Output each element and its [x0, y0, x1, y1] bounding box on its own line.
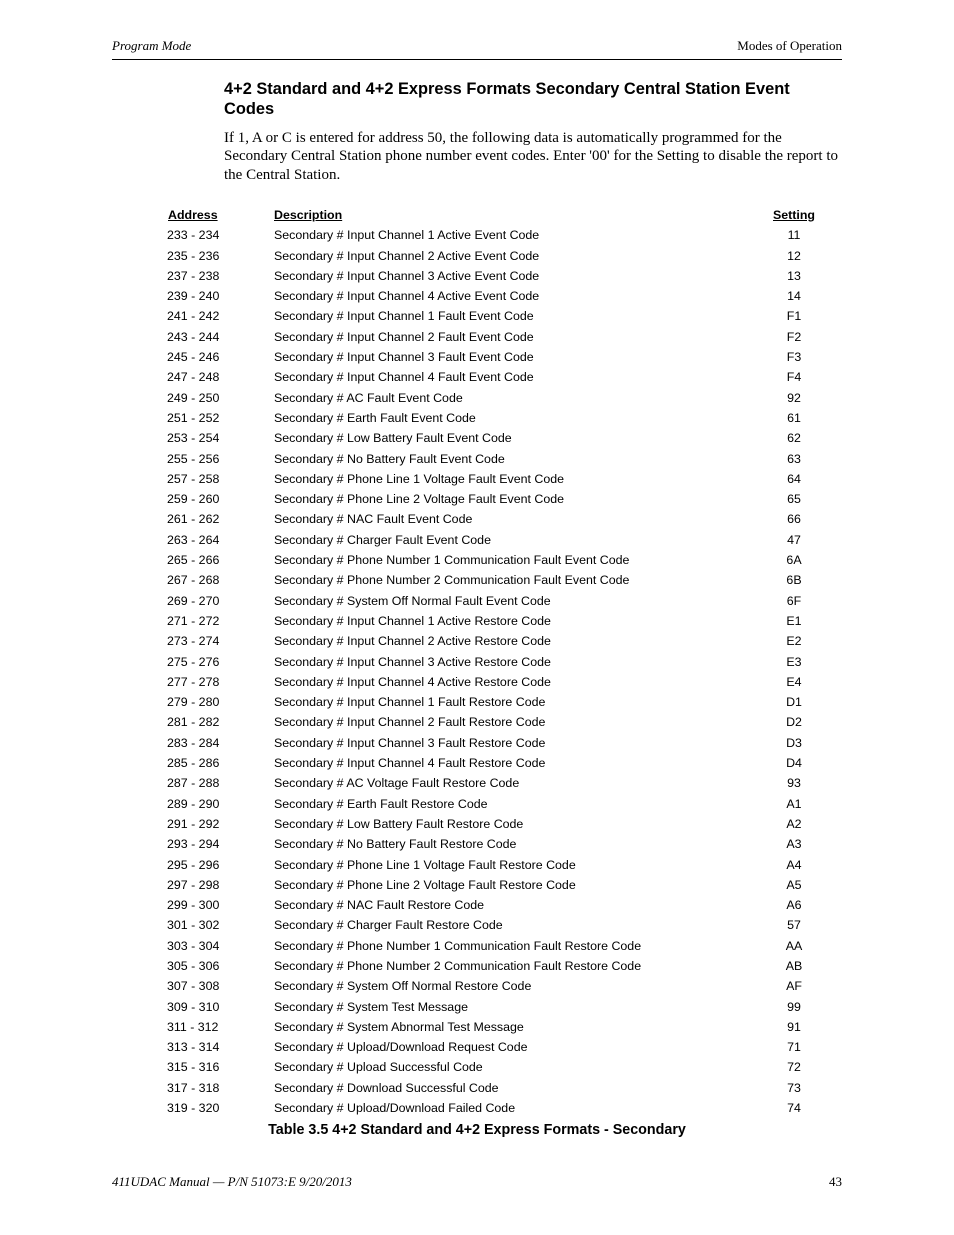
table-row: [0, 509, 954, 529]
table-row: [0, 428, 954, 448]
description-cell: Secondary # Input Channel 1 Fault Restore Code: [274, 695, 546, 710]
table-row: [0, 327, 954, 347]
address-cell: 253 - 254: [167, 431, 220, 446]
address-cell: 299 - 300: [167, 898, 220, 913]
setting-cell: F4: [786, 370, 802, 385]
description-cell: Secondary # Input Channel 3 Active Event Code: [274, 268, 540, 283]
description-cell: Secondary # Earth Fault Restore Code: [274, 796, 488, 811]
table-row: [0, 915, 954, 935]
setting-cell: 92: [787, 390, 801, 405]
address-cell: 263 - 264: [167, 532, 220, 547]
page-number: 43: [829, 1174, 842, 1189]
table-row: [0, 712, 954, 732]
description-cell: Secondary # Phone Line 1 Voltage Fault Restore Code: [274, 857, 576, 872]
address-cell: 259 - 260: [167, 492, 220, 507]
address-cell: 265 - 266: [167, 553, 220, 568]
column-header-setting: Setting: [773, 208, 815, 222]
description-cell: Secondary # Charger Fault Restore Code: [274, 918, 503, 933]
table-row: [0, 733, 954, 753]
address-cell: 283 - 284: [167, 735, 220, 750]
address-cell: 243 - 244: [167, 329, 220, 344]
description-cell: Secondary # Input Channel 3 Active Restore Code: [274, 654, 551, 669]
setting-cell: 57: [787, 918, 801, 933]
address-cell: 269 - 270: [167, 593, 220, 608]
address-cell: 275 - 276: [167, 654, 220, 669]
table-row: [0, 834, 954, 854]
setting-cell: 91: [787, 1019, 801, 1034]
setting-cell: A5: [786, 877, 802, 892]
address-cell: 301 - 302: [167, 918, 220, 933]
table-row: [0, 976, 954, 996]
page-header: [112, 38, 842, 60]
setting-cell: 13: [787, 268, 801, 283]
address-cell: 291 - 292: [167, 816, 220, 831]
table-row: [0, 246, 954, 266]
table-row: [0, 753, 954, 773]
table-row: [0, 855, 954, 875]
intro-paragraph: If 1, A or C is entered for address 50, the following data is automatically programmed for the Secondary Central Station phone number event codes. Enter '00' for the Setting to disable the report to the Central Station.: [224, 130, 838, 183]
description-cell: Secondary # Phone Number 2 Communication Fault Restore Code: [274, 958, 642, 973]
table-row: [0, 895, 954, 915]
description-cell: Secondary # Download Successful Code: [274, 1080, 499, 1095]
address-cell: 239 - 240: [167, 289, 220, 304]
table-row: [0, 570, 954, 590]
table-row: [0, 530, 954, 550]
address-cell: 295 - 296: [167, 857, 220, 872]
table-row: [0, 408, 954, 428]
description-cell: Secondary # Low Battery Fault Event Code: [274, 431, 512, 446]
address-cell: 303 - 304: [167, 938, 220, 953]
setting-cell: 99: [787, 999, 801, 1014]
setting-cell: A6: [786, 898, 802, 913]
description-cell: Secondary # AC Fault Event Code: [274, 390, 463, 405]
address-cell: 297 - 298: [167, 877, 220, 892]
table-row: [0, 347, 954, 367]
table-row: [0, 692, 954, 712]
address-cell: 277 - 278: [167, 674, 220, 689]
address-cell: 313 - 314: [167, 1040, 220, 1055]
address-cell: 245 - 246: [167, 350, 220, 365]
setting-cell: A3: [786, 837, 802, 852]
address-cell: 257 - 258: [167, 471, 220, 486]
table-row: [0, 1017, 954, 1037]
address-cell: 247 - 248: [167, 370, 220, 385]
description-cell: Secondary # System Test Message: [274, 999, 468, 1014]
description-cell: Secondary # System Abnormal Test Message: [274, 1019, 524, 1034]
setting-cell: 61: [787, 410, 801, 425]
setting-cell: 6B: [786, 573, 802, 588]
table-row: [0, 611, 954, 631]
table-row: [0, 469, 954, 489]
address-cell: 241 - 242: [167, 309, 220, 324]
table-body: [0, 225, 954, 1118]
header-chapter-title: Program Mode: [112, 38, 192, 53]
table-row: [0, 388, 954, 408]
setting-cell: F3: [786, 350, 802, 365]
setting-cell: 72: [787, 1060, 801, 1075]
address-cell: 249 - 250: [167, 390, 220, 405]
table-row: [0, 875, 954, 895]
description-cell: Secondary # Input Channel 1 Fault Event Code: [274, 309, 534, 324]
address-cell: 281 - 282: [167, 715, 220, 730]
address-cell: 311 - 312: [167, 1019, 219, 1034]
description-cell: Secondary # System Off Normal Fault Event Code: [274, 593, 551, 608]
setting-cell: 64: [787, 471, 801, 486]
table-row: [0, 449, 954, 469]
setting-cell: E1: [786, 613, 802, 628]
setting-cell: D4: [786, 756, 802, 771]
description-cell: Secondary # Input Channel 1 Active Event Code: [274, 228, 540, 243]
header-section-title: Modes of Operation: [737, 38, 842, 53]
event-codes-table: [0, 205, 954, 1118]
setting-cell: A2: [786, 816, 802, 831]
setting-cell: D3: [786, 735, 802, 750]
table-row: [0, 367, 954, 387]
table-row: [0, 1037, 954, 1057]
description-cell: Secondary # NAC Fault Event Code: [274, 512, 473, 527]
description-cell: Secondary # Phone Line 2 Voltage Fault Event Code: [274, 492, 565, 507]
table-row: [0, 794, 954, 814]
setting-cell: 74: [787, 1101, 801, 1116]
table-row: [0, 956, 954, 976]
address-cell: 267 - 268: [167, 573, 220, 588]
table-row: [0, 266, 954, 286]
description-cell: Secondary # Phone Number 2 Communication Fault Event Code: [274, 573, 630, 588]
setting-cell: D1: [786, 695, 802, 710]
footer-manual-info: 411UDAC Manual — P/N 51073:E 9/20/2013: [112, 1174, 352, 1189]
address-cell: 235 - 236: [167, 248, 220, 263]
description-cell: Secondary # Input Channel 4 Active Event Code: [274, 289, 540, 304]
description-cell: Secondary # Low Battery Fault Restore Code: [274, 816, 524, 831]
address-cell: 285 - 286: [167, 756, 220, 771]
address-cell: 287 - 288: [167, 776, 220, 791]
description-cell: Secondary # Input Channel 2 Fault Restore Code: [274, 715, 546, 730]
setting-cell: 62: [787, 431, 801, 446]
setting-cell: 6F: [786, 593, 802, 608]
setting-cell: A1: [786, 796, 802, 811]
column-header-description: Description: [274, 208, 343, 222]
table-row: [0, 550, 954, 570]
setting-cell: 93: [787, 776, 801, 791]
description-cell: Secondary # Phone Line 2 Voltage Fault Restore Code: [274, 877, 576, 892]
table-row: [0, 591, 954, 611]
address-cell: 309 - 310: [167, 999, 220, 1014]
setting-cell: F1: [786, 309, 802, 324]
setting-cell: E3: [786, 654, 802, 669]
table-row: [0, 1098, 954, 1118]
table-header-row: [0, 205, 954, 225]
address-cell: 315 - 316: [167, 1060, 220, 1075]
setting-cell: 14: [787, 289, 801, 304]
description-cell: Secondary # No Battery Fault Restore Code: [274, 837, 517, 852]
description-cell: Secondary # Input Channel 3 Fault Event Code: [274, 350, 534, 365]
description-cell: Secondary # Input Channel 4 Fault Restore Code: [274, 756, 546, 771]
description-cell: Secondary # Input Channel 1 Active Restore Code: [274, 613, 551, 628]
address-cell: 261 - 262: [167, 512, 220, 527]
address-cell: 233 - 234: [167, 228, 220, 243]
description-cell: Secondary # Upload Successful Code: [274, 1060, 483, 1075]
description-cell: Secondary # Input Channel 4 Active Restore Code: [274, 674, 551, 689]
table-row: [0, 814, 954, 834]
table-row: [0, 225, 954, 245]
description-cell: Secondary # System Off Normal Restore Code: [274, 979, 532, 994]
description-cell: Secondary # Phone Line 1 Voltage Fault Event Code: [274, 471, 565, 486]
table-row: [0, 1057, 954, 1077]
description-cell: Secondary # Upload/Download Failed Code: [274, 1101, 516, 1116]
address-cell: 317 - 318: [167, 1080, 220, 1095]
table-row: [0, 997, 954, 1017]
address-cell: 289 - 290: [167, 796, 220, 811]
setting-cell: E4: [786, 674, 802, 689]
description-cell: Secondary # Phone Number 1 Communication Fault Event Code: [274, 553, 630, 568]
setting-cell: A4: [786, 857, 802, 872]
setting-cell: 65: [787, 492, 801, 507]
address-cell: 305 - 306: [167, 958, 220, 973]
description-cell: Secondary # Upload/Download Request Code: [274, 1040, 528, 1055]
description-cell: Secondary # Input Channel 2 Active Restore Code: [274, 634, 551, 649]
table-row: [0, 306, 954, 326]
table-row: [0, 286, 954, 306]
setting-cell: AB: [785, 958, 803, 973]
table-row: [0, 773, 954, 793]
address-cell: 307 - 308: [167, 979, 220, 994]
setting-cell: 63: [787, 451, 801, 466]
setting-cell: AA: [785, 938, 803, 953]
address-cell: 255 - 256: [167, 451, 220, 466]
setting-cell: 11: [787, 228, 801, 243]
table-row: [0, 489, 954, 509]
description-cell: Secondary # Input Channel 2 Fault Event Code: [274, 329, 534, 344]
setting-cell: D2: [786, 715, 802, 730]
section-heading: 4+2 Standard and 4+2 Express Formats Secondary Central Station Event Codes: [224, 80, 790, 118]
description-cell: Secondary # Input Channel 2 Active Event Code: [274, 248, 540, 263]
setting-cell: 73: [787, 1080, 801, 1095]
description-cell: Secondary # No Battery Fault Event Code: [274, 451, 505, 466]
table-caption: Table 3.5 4+2 Standard and 4+2 Express Formats - Secondary: [268, 1122, 686, 1138]
setting-cell: E2: [786, 634, 802, 649]
description-cell: Secondary # Phone Number 1 Communication Fault Restore Code: [274, 938, 642, 953]
setting-cell: 66: [787, 512, 801, 527]
description-cell: Secondary # Charger Fault Event Code: [274, 532, 491, 547]
description-cell: Secondary # Input Channel 3 Fault Restore Code: [274, 735, 546, 750]
column-header-address: Address: [168, 208, 218, 222]
description-cell: Secondary # Input Channel 4 Fault Event Code: [274, 370, 534, 385]
setting-cell: 47: [787, 532, 801, 547]
address-cell: 237 - 238: [167, 268, 220, 283]
address-cell: 273 - 274: [167, 634, 220, 649]
table-row: [0, 672, 954, 692]
description-cell: Secondary # Earth Fault Event Code: [274, 410, 476, 425]
address-cell: 251 - 252: [167, 410, 220, 425]
description-cell: Secondary # NAC Fault Restore Code: [274, 898, 485, 913]
setting-cell: 6A: [786, 553, 802, 568]
table-row: [0, 631, 954, 651]
setting-cell: 71: [787, 1040, 801, 1055]
setting-cell: AF: [786, 979, 802, 994]
table-row: [0, 936, 954, 956]
address-cell: 279 - 280: [167, 695, 220, 710]
address-cell: 319 - 320: [167, 1101, 220, 1116]
description-cell: Secondary # AC Voltage Fault Restore Code: [274, 776, 520, 791]
table-row: [0, 1078, 954, 1098]
address-cell: 271 - 272: [167, 613, 220, 628]
setting-cell: F2: [786, 329, 802, 344]
table-row: [0, 652, 954, 672]
address-cell: 293 - 294: [167, 837, 220, 852]
setting-cell: 12: [787, 248, 801, 263]
